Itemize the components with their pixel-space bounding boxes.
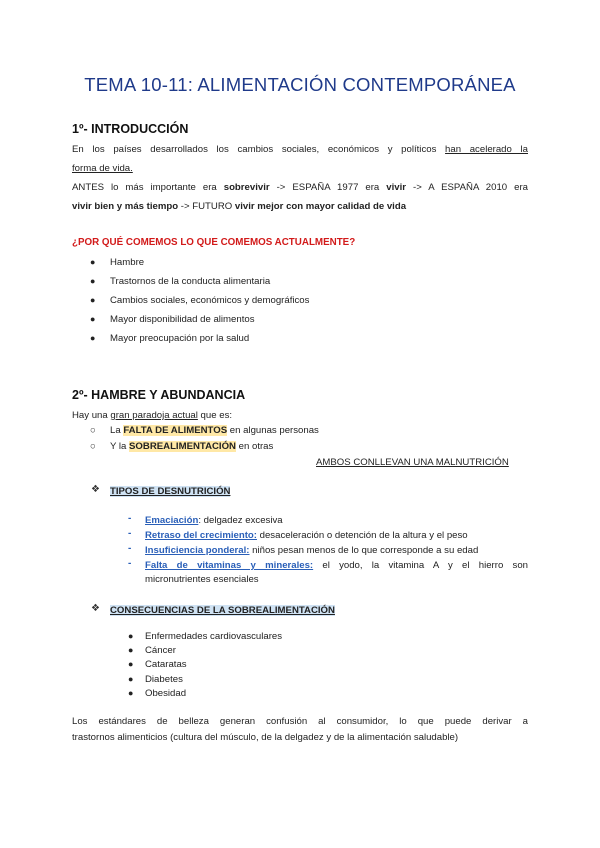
- page-title: TEMA 10-11: ALIMENTACIÓN CONTEMPORÁNEA: [84, 74, 516, 95]
- list-item: Cataratas: [145, 659, 187, 670]
- bullet-icon: ●: [128, 645, 134, 655]
- tipo-term: Emaciación: [145, 515, 199, 526]
- list-item: Hambre: [110, 257, 145, 268]
- paradoja-underlined: gran paradoja actual: [110, 410, 198, 421]
- list-item: Diabetes: [145, 674, 183, 685]
- falta-text-end: en algunas personas: [227, 425, 319, 436]
- circle-bullet-icon: ○: [90, 441, 96, 452]
- intro-text: En los países desarrollados los cambios sociales, económicos y políticos: [72, 144, 446, 155]
- sobrevivir-bold: sobrevivir: [223, 182, 270, 193]
- list-item: [145, 514, 283, 527]
- sobre-text: Y la: [110, 441, 130, 452]
- bullet-icon: ●: [128, 674, 134, 684]
- list-item: Mayor preocupación por la salud: [110, 333, 250, 344]
- vivir-mejor-bold: vivir mejor con mayor calidad de vida: [234, 201, 407, 212]
- dash-bullet-icon: -: [128, 513, 132, 524]
- tipo-desc: desaceleración o detención de la altura y el peso: [256, 530, 468, 541]
- question-heading: ¿POR QUÉ COMEMOS LO QUE COMEMOS ACTUALMENTE?: [72, 237, 356, 248]
- consecuencias-heading-text: CONSECUENCIAS DE LA SOBREALIMENTACIÓN: [110, 605, 335, 616]
- intro-underlined-text-2: forma de vida.: [72, 163, 133, 174]
- antes-line2: [72, 200, 406, 213]
- malnutricion-note: AMBOS CONLLEVAN UNA MALNUTRICIÓN: [316, 457, 509, 468]
- intro-underlined-text: han acelerado la: [445, 144, 528, 155]
- list-item: [145, 544, 478, 557]
- intro-paragraph-line1: [72, 143, 528, 156]
- tipo-desc: : delgadez excesiva: [198, 515, 283, 526]
- tipo-term: Insuficiencia ponderal:: [145, 545, 250, 556]
- bullet-icon: ●: [90, 333, 96, 343]
- falta-highlight: FALTA DE ALIMENTOS: [123, 425, 228, 436]
- bullet-icon: ●: [90, 276, 96, 286]
- tipo-term: Falta de vitaminas y minerales:: [145, 560, 314, 571]
- circle-bullet-icon: ○: [90, 425, 96, 436]
- bullet-icon: ●: [128, 631, 134, 641]
- sobre-text-end: en otras: [235, 441, 274, 452]
- diamond-bullet-icon: ❖: [91, 603, 100, 614]
- dash-bullet-icon: -: [128, 543, 132, 554]
- section-heading-introduccion: 1º- INTRODUCCIÓN: [72, 122, 189, 136]
- paradoja-text-end: que es:: [197, 410, 233, 421]
- diamond-bullet-icon: ❖: [91, 484, 100, 495]
- sobre-item: [110, 440, 273, 453]
- paradoja-paragraph: [72, 409, 232, 422]
- bullet-icon: ●: [90, 295, 96, 305]
- dash-bullet-icon: -: [128, 558, 132, 569]
- espana-1977-text: -> ESPAÑA 1977 era: [269, 182, 387, 193]
- list-item: Obesidad: [145, 688, 187, 699]
- tipo-term: Retraso del crecimiento:: [145, 530, 257, 541]
- bullet-icon: ●: [90, 314, 96, 324]
- list-item: Cambios sociales, económicos y demográficos: [110, 295, 310, 306]
- espana-2010-text: -> A ESPAÑA 2010 era: [406, 182, 528, 193]
- paradoja-text: Hay una: [72, 410, 111, 421]
- consecuencias-heading: [110, 604, 335, 617]
- falta-item: [110, 424, 319, 437]
- antes-text: ANTES lo más importante era: [72, 182, 224, 193]
- section-heading-hambre: 2º- HAMBRE Y ABUNDANCIA: [72, 388, 246, 402]
- antes-line1: [72, 181, 528, 194]
- sobre-highlight: SOBREALIMENTACIÓN: [129, 441, 236, 452]
- bullet-icon: ●: [90, 257, 96, 267]
- closing-paragraph-line1: Los estándares de belleza generan confusión al consumidor, lo que puede derivar a: [72, 716, 528, 727]
- bullet-icon: ●: [128, 659, 134, 669]
- intro-paragraph-line2: [72, 162, 133, 175]
- dash-bullet-icon: -: [128, 528, 132, 539]
- list-item: Cáncer: [145, 645, 176, 656]
- list-item: [145, 529, 468, 542]
- falta-text: La: [110, 425, 124, 436]
- tipos-heading-text: TIPOS DE DESNUTRICIÓN: [110, 486, 231, 497]
- list-item-continued: micronutrientes esenciales: [145, 574, 259, 585]
- vivir-bold: vivir: [386, 182, 407, 193]
- tipo-desc: niños pesan menos de lo que corresponde a su edad: [249, 545, 479, 556]
- tipo-desc: el yodo, la vitamina A y el hierro son: [313, 560, 528, 571]
- futuro-text: -> FUTURO: [178, 201, 235, 212]
- bullet-icon: ●: [128, 688, 134, 698]
- list-item: Mayor disponibilidad de alimentos: [110, 314, 255, 325]
- list-item: [145, 559, 528, 572]
- list-item: Enfermedades cardiovasculares: [145, 631, 283, 642]
- closing-paragraph-line2: trastornos alimenticios (cultura del músculo, de la delgadez y de la alimentación saludable): [72, 732, 459, 743]
- vivir-bien-bold: vivir bien y más tiempo: [72, 201, 179, 212]
- tipos-heading: [110, 485, 230, 498]
- list-item: Trastornos de la conducta alimentaria: [110, 276, 271, 287]
